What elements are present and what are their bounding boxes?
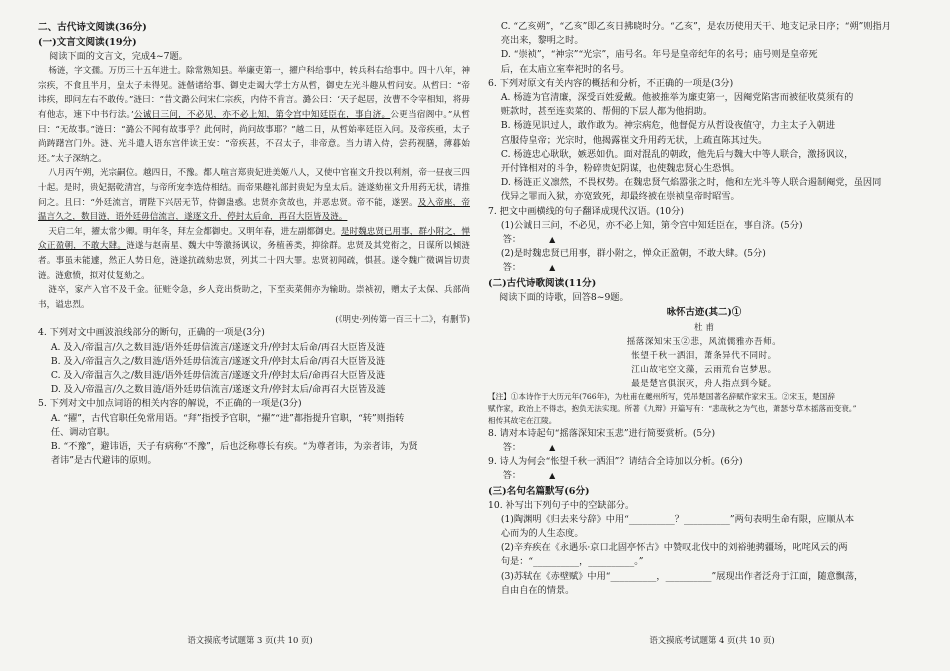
poem-note: 相传其故宅在江陵。 (488, 415, 557, 425)
q6-option-c: C. 杨涟忠心耿耿，嫉恶如仇。面对混乱的朝政，他先后与魏大中等人联合，激扬讽议， (500, 148, 854, 160)
q10-item-3-cont: 自由自在的情景。 (500, 584, 575, 596)
question-10: 10. 补写出下列句子中的空缺部分。 (488, 499, 635, 511)
answer-marker: ▲ (549, 263, 556, 273)
poem-line: 江山故宅空文藻，云雨荒台岂梦思。 (631, 364, 777, 375)
passage-paragraph-2: 八月丙午朔，光宗嗣位。越四日，不豫。都人喧言郑贵妃进美姬八人，又使中官崔文升投以利剂，帝一昼夜三四十起。是时，贵妃据乾清宫，与帝所宠李选侍相结。而帝果趣礼部封贵妃为皇太后。涟遂劾崔文升用药无状，请推问之。且曰：“外廷流言，谓陛下兴居无节，侍御蛊惑。忠贤亦贪故也，并恶忠贤。帝不能，遂罢。及入帝座，帝温言久之，数目涟，语外廷毋信流言，遂逐文升，停封太后命，再召大臣皆及涟。 (38, 168, 470, 223)
right-page (488, 20, 920, 650)
poetry-intro: 阅读下面的诗歌，回答8~9题。 (499, 291, 629, 303)
question-9: 9. 诗人为何会“怅望千秋一洒泪”？请结合全诗加以分析。(6分) (488, 456, 743, 468)
q6-option-a: A. 杨涟为官清廉，深受百姓爱戴。他被推举为廉吏第一，因阉党陷害而被征收莫须有的 (500, 92, 854, 104)
q10-item-3: (3)苏轼在《赤壁赋》中用“__________，__________”展现出作者泛舟于江面，随意飘荡， (500, 570, 864, 582)
q5-option-c: C. “乙亥朔”，“乙亥”即乙亥日拂晓时分。“乙亥”，是农历使用天干、地支记录日序；“朔”则指月 (500, 21, 891, 32)
left-page (38, 20, 470, 650)
page-footer-left: 语文摸底考试题第 3 页(共 10 页) (187, 635, 313, 645)
poem-note: 赋作家，政治上不得志，抱负无法实现。所著《九辩》开篇写有：“悲哉秋之为气也，萧瑟兮草木摇落而变衰。” (488, 403, 857, 413)
answer-marker: ▲ (549, 235, 556, 245)
q5-option-c-cont: 亮出来，黎明之时。 (500, 35, 584, 47)
passage-intro: 阅读下面的文言文，完成4~7题。 (49, 51, 188, 62)
subsection-title: (一)文言文阅读(19分) (38, 37, 137, 48)
q7-item-1: (1)公诚日三问，不必见，亦不必上知，第令宫中知廷臣在，事自济。(5分) (500, 219, 803, 231)
q6-option-d-cont: 伐异之罪而入狱，亦宽致死，却最终被在崇祯皇帝时昭雪。 (500, 191, 740, 203)
poem-line: 怅望千秋一洒泪，萧条异代不同时。 (631, 350, 777, 361)
subsection-recitation: (三)名句名篇默写(6分) (488, 485, 590, 497)
q10-item-2: (2)辛弃疾在《永遇乐·京口北固亭怀古》中赞叹北伐中的刘裕驰骋疆场，叱咤风云的两 (500, 542, 848, 554)
q10-item-1-cont: 心而为的人生态度。 (500, 528, 584, 540)
q4-option-a: A. 及入/帝温言/久之数目涟/语外廷毋信流言/遂逐文升/停封太后命/再召大臣皆及涟 (50, 341, 386, 353)
q4-option-c: C. 及入/帝温言久之/数目涟/语外廷毋信流言/遂逐文升/停封太后/命再召大臣皆及涟 (50, 369, 386, 381)
q5-option-b-cont: 者讳”是古代避讳的原则。 (50, 455, 157, 467)
q7-item-2: (2)是时魏忠贤已用事，群小附之，惮众正盈朝，不敢大肆。(5分) (500, 248, 766, 260)
passage-paragraph-4: 涟卒，家产入官不及千金。征赃令急，乡人竞出赀助之，下至卖菜佣亦为输助。崇祯初，赠太子太保、兵部尚书，谥忠烈。 (38, 285, 470, 310)
underlined-sentence-1: 公诚日三问，不必见，亦不必上知，第令宫中知廷臣在，事自济。 (133, 109, 391, 120)
poem-line: 摇落深知宋玉②悲，风流儒雅亦吾师。 (626, 336, 782, 347)
q5-option-a-cont: 任、调动官职。 (50, 426, 116, 438)
section-title: 二、古代诗文阅读(36分) (38, 22, 147, 33)
q4-option-b: B. 及入/帝温言久之/数目涟/语外廷毋信流言/遂逐文升/停封太后命/再召大臣皆及涟 (50, 355, 386, 367)
q5-option-b: B. “不豫”，避讳语，天子有病称“不豫”，后也泛称尊长有疾。“为尊者讳，为亲者讳，为贤 (50, 440, 418, 452)
question-8: 8. 请对本诗起句“摇落深知宋玉悲”进行简要赏析。(5分) (488, 427, 716, 439)
underlined-sentence-2: 是时魏忠贤已用事，群小附之，惮众正盈朝，不敢大肆。 (38, 226, 470, 252)
q6-option-a-cont: 赃款时，甚至连卖菜的、帮佣的下层人都为他捐助。 (500, 106, 713, 118)
passage-paragraph-1: 杨涟，字文孺。万历三十五年进士。除常熟知县。举廉吏第一，擢户科给事中，转兵科右给事中。四十八年，神宗疾，不食且半月，皇太子未得见。涟偕诸给事、御史走谒大学士方从哲，御史左光斗趣从哲问安。从哲曰：“帝讳疾，即问左右不敢传。”涟曰：“昔文潞公问宋仁宗疾，内侍不肯言。潞公曰：‘天子起居，汝曹不令宰相知，将毋有他志，速下中书行法。’公诚日三问，不必见，亦不必上知，第令宫中知廷臣在，事自济。公更当宿阁中。”从哲曰：“无故事。”涟曰：“潞公不闻有故事乎？此何时，尚问故事耶？”越二日，从哲始率廷臣入问。及帝疾亟，太子尚踌躇宫门外。涟、光斗遣人语东宫伴读王安：“帝疾甚，不召太子，非帝意。当力请入侍，尝药视膳，薄暮始还。”太子深纳之。 (38, 66, 470, 164)
q6-option-b-cont: 宫服侍皇帝；光宗时，他揭露崔文升用药无状，上疏直陈其过失。 (500, 134, 768, 146)
q6-option-d: D. 杨涟正义凛然，不畏权势。在魏忠贤气焰嚣张之时，他和左光斗等人联合遏制阉党，虽因同 (500, 177, 882, 189)
answer-line-7-1[interactable]: 答： ▲ (502, 234, 556, 246)
answer-marker: ▲ (549, 471, 556, 481)
answer-line-7-2[interactable]: 答： ▲ (502, 262, 556, 274)
q6-option-b: B. 杨涟见识过人，敢作敢为。神宗病危，他督促方从哲设夜值守，力主太子入朝进 (500, 120, 836, 132)
poem-line: 最是楚宫俱泯灭，舟人指点到今疑。 (631, 378, 777, 389)
poem-author: 杜 甫 (694, 322, 714, 333)
passage-source: (《明史·列传第一百三十二》，有删节) (335, 314, 470, 325)
q5-option-d-cont: 后，在太庙立室奉祀时的名号。 (500, 63, 630, 75)
subsection-poetry: (二)古代诗歌阅读(11分) (488, 277, 597, 289)
question-6: 6. 下列对原文有关内容的概括和分析，不正确的一项是(3分) (488, 77, 734, 89)
q4-option-d: D. 及入/帝温言/久之数目涟/语外廷毋信流言/遂逐文升/停封太后/命再召大臣皆及涟 (50, 384, 386, 396)
q10-item-1: (1)陶渊明《归去来兮辞》中用“__________？__________”两句表明生命有限，应顺从本 (500, 513, 855, 525)
answer-line-9[interactable]: 答： ▲ (502, 470, 556, 482)
q6-option-c-cont: 开付锋相对的斗争，粉碎贵妃阴谋，也使魏忠贤心生恐惧。 (500, 163, 740, 175)
question-5: 5. 下列对文中加点词语的相关内容的解说，不正确的一项是(3分) (38, 398, 302, 410)
q5-option-a: A. “擢”，古代官职任免常用语。“拜”指授予官职，“擢”“进”都指提升官职，“转”则指转 (50, 412, 405, 424)
answer-marker: ▲ (549, 443, 556, 453)
q10-item-2-cont: 句是：“__________，__________。” (500, 556, 644, 568)
q5-option-d: D. “崇祯”，“神宗”“光宗”，庙号名。年号是皇帝纪年的名号；庙号则是皇帝死 (500, 49, 818, 61)
page-footer-right: 语文摸底考试题第 4 页(共 10 页) (649, 635, 775, 645)
poem-title: 咏怀古迹(其二)① (666, 306, 742, 318)
wavy-sentence: 及入帝座，帝温言久之，数目涟，语外廷毋信流言，遂逐文升，停封太后命，再召大臣皆及涟。 (38, 197, 470, 223)
question-4: 4. 下列对文中画波浪线部分的断句，正确的一项是(3分) (38, 327, 265, 339)
passage-paragraph-3: 天启二年，擢太常少卿。明年冬，拜左佥都御史。又明年春，进左副都御史。是时魏忠贤已用事，群小附之，惮众正盈朝，不敢大肆。涟遂与赵南星、魏大中等激扬讽议，务植善类，抑徐群。忠贤及其党衔之，日谋所以倾涟者。事虽未能遽，然正人势日危，涟遂抗疏劾忠贤，列其二十四大罪。忠贤初闻疏，惧甚。遂令魏广微调旨切责涟。涟愈愤，拟对仗复劾之。 (38, 226, 470, 281)
poem-note: 【注】①本诗作于大历元年(766年)，为杜甫在夔州所写，凭吊楚国著名辞赋作家宋玉。②宋玉，楚国辞 (488, 391, 835, 401)
answer-line-8[interactable]: 答： ▲ (502, 442, 556, 454)
question-7: 7. 把文中画横线的句子翻译成现代汉语。(10分) (488, 205, 684, 217)
